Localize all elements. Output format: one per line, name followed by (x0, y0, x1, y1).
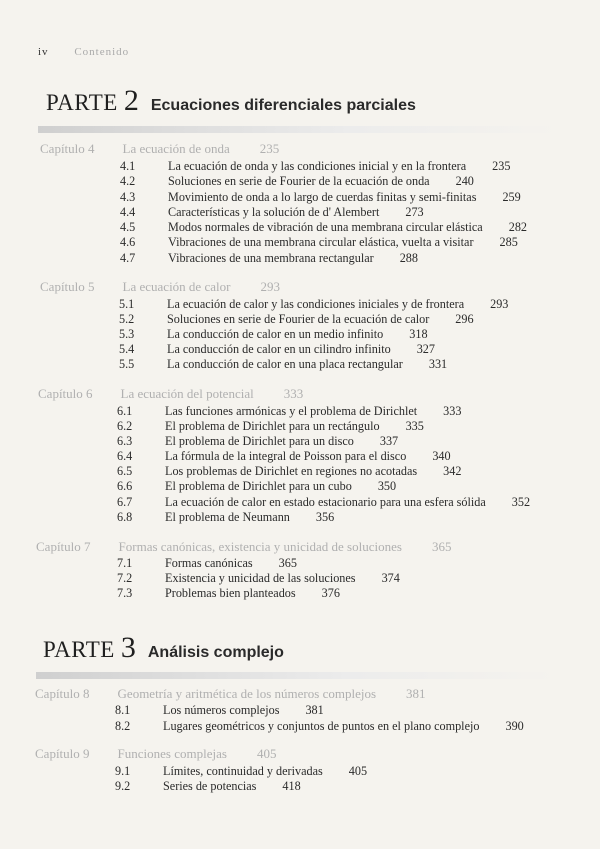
part-title: Análisis complejo (147, 644, 284, 661)
running-title: Contenido (74, 46, 130, 58)
part-word: PARTE (43, 637, 115, 662)
toc-entry (117, 495, 530, 510)
section-title: Existencia y unicidad de las soluciones (165, 571, 356, 585)
toc-entry (115, 779, 301, 794)
section-page: 342 (443, 464, 462, 478)
toc-entry (119, 297, 508, 312)
chapter-page: 365 (431, 539, 452, 554)
section-number: 4.5 (120, 220, 136, 234)
toc-entry (117, 464, 461, 479)
section-title: El problema de Dirichlet para un cubo (165, 479, 352, 493)
section-title: La ecuación de calor en estado estacionario para una esfera sólida (165, 495, 486, 509)
section-page: 273 (405, 205, 424, 219)
toc-entry (120, 220, 527, 235)
section-number: 9.2 (115, 779, 131, 793)
toc-entry (117, 510, 334, 525)
section-page: 374 (381, 571, 400, 585)
section-number: 9.1 (115, 764, 131, 778)
section-page: 350 (377, 479, 397, 493)
chapter-page: 405 (256, 746, 277, 761)
section-title: La conducción de calor en una placa rectangular (167, 357, 403, 371)
section-number: 6.2 (117, 419, 133, 433)
chapter-title: La ecuación del potencial (120, 386, 254, 401)
chapter-label: Capítulo 7 (36, 539, 91, 554)
section-page: 296 (455, 312, 474, 326)
toc-entry (117, 556, 297, 571)
section-page: 356 (315, 510, 335, 524)
section-number: 6.6 (117, 479, 133, 493)
toc-entry (115, 703, 324, 718)
toc-entry (119, 312, 474, 327)
toc-entry (120, 190, 521, 205)
section-title: Vibraciones de una membrana circular elástica, vuelta a visitar (168, 235, 474, 249)
toc-entry (115, 719, 524, 734)
chapter-page: 293 (260, 279, 280, 294)
section-number: 7.1 (117, 556, 133, 570)
toc-entry (119, 327, 428, 342)
section-number: 5.2 (119, 312, 135, 326)
chapter-heading (40, 279, 280, 295)
section-title: Formas canónicas (165, 556, 253, 570)
section-number: 5.1 (119, 297, 135, 311)
chapter-heading (40, 141, 279, 157)
section-page: 405 (348, 764, 368, 778)
toc-entry (117, 479, 396, 494)
section-page: 333 (443, 404, 462, 418)
section-page: 381 (305, 703, 324, 717)
chapter-title: Formas canónicas, existencia y unicidad de soluciones (118, 539, 402, 554)
section-number: 6.3 (117, 434, 133, 448)
section-title: Vibraciones de una membrana rectangular (168, 251, 374, 265)
section-page: 340 (432, 449, 451, 463)
toc-entry (120, 235, 518, 250)
chapter-page: 333 (283, 386, 304, 401)
toc-entry (117, 434, 398, 449)
chapter-title: La ecuación de calor (122, 279, 231, 294)
section-page: 418 (282, 779, 301, 793)
section-number: 4.4 (120, 205, 136, 219)
section-number: 4.1 (120, 159, 136, 173)
chapter-page: 235 (259, 141, 280, 156)
part-divider (36, 672, 556, 679)
section-page: 352 (511, 495, 531, 509)
section-page: 259 (502, 190, 521, 204)
section-title: El problema de Dirichlet para un rectángulo (165, 419, 380, 433)
section-number: 4.6 (120, 235, 136, 249)
chapter-label: Capítulo 8 (35, 686, 90, 701)
section-number: 6.8 (117, 510, 133, 524)
chapter-title: La ecuación de onda (122, 141, 230, 156)
chapter-title: Geometría y aritmética de los números complejos (117, 686, 377, 701)
chapter-label: Capítulo 5 (40, 279, 95, 294)
section-page: 390 (505, 719, 524, 733)
section-number: 4.3 (120, 190, 136, 204)
chapter-heading (35, 746, 276, 762)
section-title: Los números complejos (163, 703, 280, 717)
chapter-title: Funciones complejas (117, 746, 227, 761)
section-title: Problemas bien planteados (165, 586, 296, 600)
section-number: 6.5 (117, 464, 133, 478)
section-number: 4.2 (120, 174, 136, 188)
toc-entry (117, 404, 461, 419)
toc-entry (117, 586, 340, 601)
section-page: 282 (508, 220, 528, 234)
section-page: 337 (379, 434, 399, 448)
section-number: 6.1 (117, 404, 133, 418)
section-title: Soluciones en serie de Fourier de la ecuación de calor (167, 312, 430, 326)
section-title: Características y la solución de d' Alembert (168, 205, 380, 219)
part-number: 2 (123, 84, 139, 117)
toc-entry (115, 764, 367, 779)
section-number: 8.1 (115, 703, 131, 717)
section-page: 327 (416, 342, 435, 356)
toc-entry (120, 174, 474, 189)
section-title: Límites, continuidad y derivadas (163, 764, 323, 778)
section-page: 376 (321, 586, 340, 600)
toc-entry (120, 205, 424, 220)
chapter-label: Capítulo 9 (35, 746, 90, 761)
toc-entry (117, 571, 400, 586)
part-number: 3 (120, 631, 136, 664)
section-title: Lugares geométricos y conjuntos de puntos en el plano complejo (163, 719, 480, 733)
section-title: La fórmula de la integral de Poisson para el disco (165, 449, 407, 463)
section-number: 7.3 (117, 586, 133, 600)
section-title: La ecuación de calor y las condiciones iniciales y de frontera (167, 297, 465, 311)
section-page: 285 (499, 235, 518, 249)
toc-entry (120, 251, 418, 266)
section-page: 240 (455, 174, 474, 188)
part-divider (38, 126, 558, 133)
section-number: 5.5 (119, 357, 135, 371)
section-page: 235 (492, 159, 511, 173)
chapter-page: 381 (406, 686, 426, 701)
section-title: Las funciones armónicas y el problema de Dirichlet (165, 404, 418, 418)
section-page: 365 (278, 556, 297, 570)
section-title: Soluciones en serie de Fourier de la ecuación de onda (168, 174, 430, 188)
part-heading (43, 631, 284, 665)
page-number: iv (38, 46, 49, 58)
toc-entry (119, 357, 447, 372)
section-title: El problema de Dirichlet para un disco (165, 434, 354, 448)
section-title: El problema de Neumann (165, 510, 290, 524)
section-title: Los problemas de Dirichlet en regiones no acotadas (165, 464, 418, 478)
toc-entry (117, 449, 451, 464)
section-title: La ecuación de onda y las condiciones inicial y en la frontera (168, 159, 467, 173)
page-header (38, 46, 129, 58)
section-number: 5.3 (119, 327, 135, 341)
section-page: 318 (409, 327, 428, 341)
section-title: Series de potencias (163, 779, 257, 793)
chapter-heading (35, 686, 426, 702)
part-heading (46, 84, 416, 118)
section-number: 5.4 (119, 342, 135, 356)
part-title: Ecuaciones diferenciales parciales (150, 97, 416, 114)
section-page: 335 (405, 419, 424, 433)
part-word: PARTE (46, 90, 118, 115)
toc-entry (117, 419, 424, 434)
chapter-heading (36, 539, 451, 555)
section-number: 6.4 (117, 449, 133, 463)
section-title: Modos normales de vibración de una membrana circular elástica (168, 220, 483, 234)
section-number: 7.2 (117, 571, 133, 585)
section-title: La conducción de calor en un medio infinito (167, 327, 384, 341)
section-page: 293 (490, 297, 509, 311)
section-page: 331 (428, 357, 448, 371)
toc-entry (120, 159, 510, 174)
chapter-label: Capítulo 6 (38, 386, 93, 401)
section-number: 6.7 (117, 495, 133, 509)
section-page: 288 (399, 251, 418, 265)
section-title: La conducción de calor en un cilindro infinito (167, 342, 391, 356)
section-title: Movimiento de onda a lo largo de cuerdas finitas y semi-finitas (168, 190, 477, 204)
chapter-heading (38, 386, 303, 402)
chapter-label: Capítulo 4 (40, 141, 95, 156)
section-number: 4.7 (120, 251, 136, 265)
section-number: 8.2 (115, 719, 131, 733)
toc-entry (119, 342, 435, 357)
